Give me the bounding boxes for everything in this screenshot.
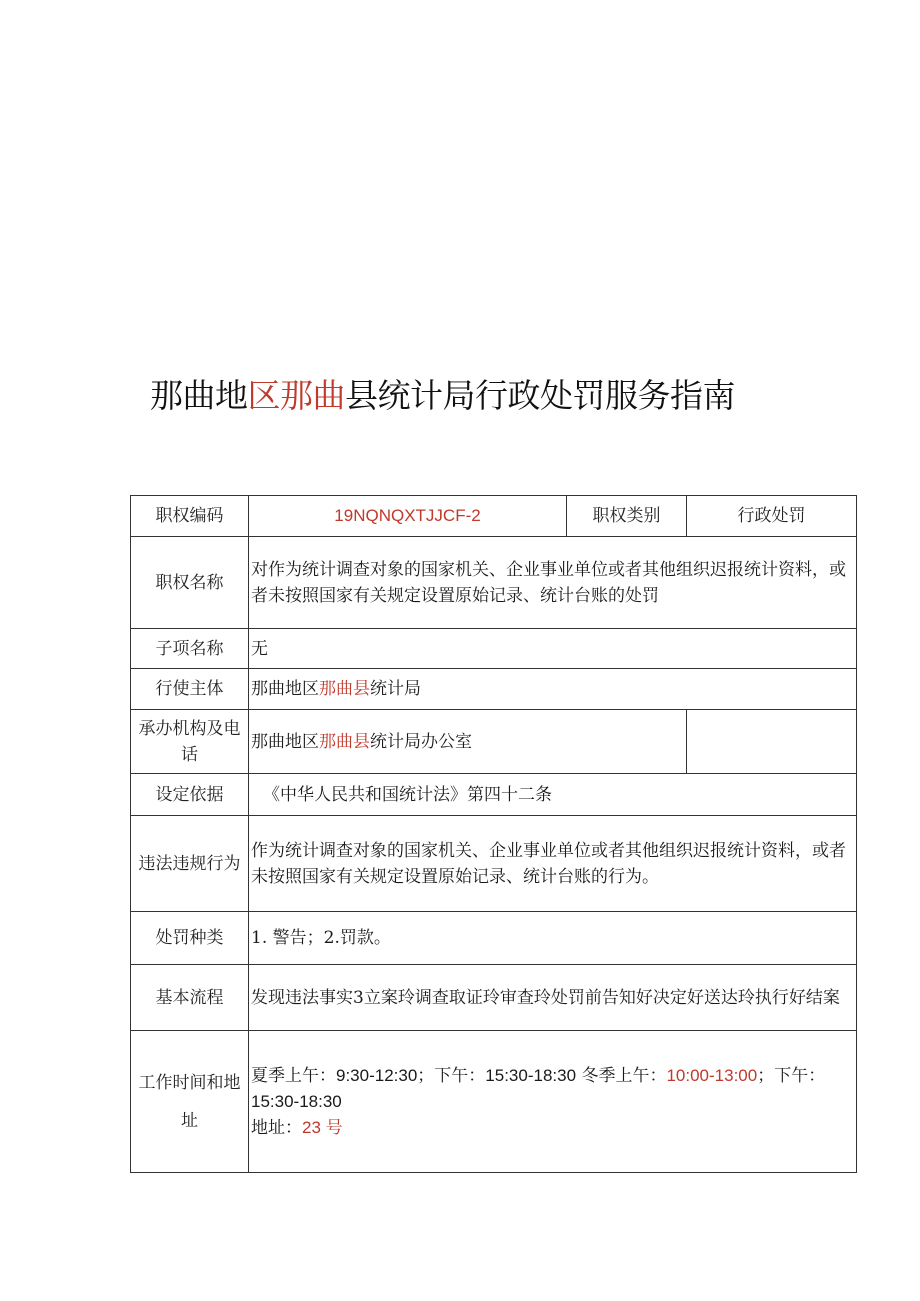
authority-code-label: 职权编码: [131, 496, 249, 537]
penalty-label: 处罚种类: [131, 912, 249, 965]
winter-pm: 15:30-18:30: [251, 1091, 342, 1111]
title-part-2: 区那曲: [247, 376, 345, 415]
table-row: [131, 496, 857, 537]
process-label: 基本流程: [131, 965, 249, 1031]
table-row: [131, 965, 857, 1031]
summer-label: 夏季上午：: [251, 1065, 336, 1086]
worktime-label: 工作时间和地址: [131, 1031, 249, 1173]
table-row: [131, 912, 857, 965]
title-part-1: 那曲地: [150, 376, 248, 415]
winter-am: 10:00-13:00: [666, 1065, 758, 1085]
table-row: [131, 537, 857, 629]
service-guide-table: [130, 495, 857, 1173]
title-part-4: 局行政处罚服务指南: [442, 376, 735, 415]
subitem-value: 无: [249, 629, 857, 669]
office-part-b: 那曲县: [319, 731, 370, 752]
authority-name-value: 对作为统计调查对象的国家机关、企业事业单位或者其他组织迟报统计资料，或者未按照国家有关规定设置原始记录、统计台账的处罚: [249, 537, 857, 629]
subitem-label: 子项名称: [131, 629, 249, 669]
winter-label: 冬季上午：: [576, 1065, 667, 1086]
title-part-3: 县统计: [345, 376, 443, 415]
subject-part-b: 那曲县: [319, 679, 370, 699]
pm-label-2: ；下午：: [757, 1065, 826, 1086]
authority-name-label: 职权名称: [131, 537, 249, 629]
violation-label: 违法违规行为: [131, 816, 249, 912]
authority-category-value: 行政处罚: [687, 496, 857, 537]
office-part-c: 统计局办公室: [370, 731, 472, 752]
table-row: [131, 1031, 857, 1173]
office-label: 承办机构及电话: [131, 710, 249, 774]
table-row: [131, 816, 857, 912]
authority-code-value: 19NQNQXTJJCF-2: [249, 496, 567, 537]
basis-value: 《中华人民共和国统计法》第四十二条: [249, 774, 857, 816]
worktime-value: [249, 1031, 857, 1173]
subject-label: 行使主体: [131, 669, 249, 710]
table-row: [131, 710, 857, 774]
penalty-value: 1. 警告；2.罚款。: [249, 912, 857, 965]
subject-part-c: 统计局: [370, 679, 421, 699]
subject-value: [249, 669, 857, 710]
address-label: 地址：: [251, 1117, 302, 1138]
table-row: [131, 629, 857, 669]
subject-part-a: 那曲地区: [251, 679, 319, 699]
page-title: [150, 370, 735, 417]
basis-label: 设定依据: [131, 774, 249, 816]
table-row: [131, 774, 857, 816]
pm-label: ；下午：: [417, 1065, 486, 1086]
table-row: [131, 669, 857, 710]
violation-value: 作为统计调查对象的国家机关、企业事业单位或者其他组织迟报统计资料，或者未按照国家有关规定设置原始记录、统计台账的行为。: [249, 816, 857, 912]
office-part-a: 那曲地区: [251, 731, 319, 752]
authority-category-label: 职权类别: [567, 496, 687, 537]
office-value: [249, 710, 687, 774]
office-phone-value: [687, 710, 857, 774]
process-value: 发现违法事实3立案玲调查取证玲审查玲处罚前告知好决定好送达玲执行好结案: [249, 965, 857, 1031]
address-value: 23 号: [302, 1117, 343, 1137]
summer-pm: 15:30-18:30: [485, 1065, 577, 1085]
summer-am: 9:30-12:30: [336, 1065, 418, 1085]
